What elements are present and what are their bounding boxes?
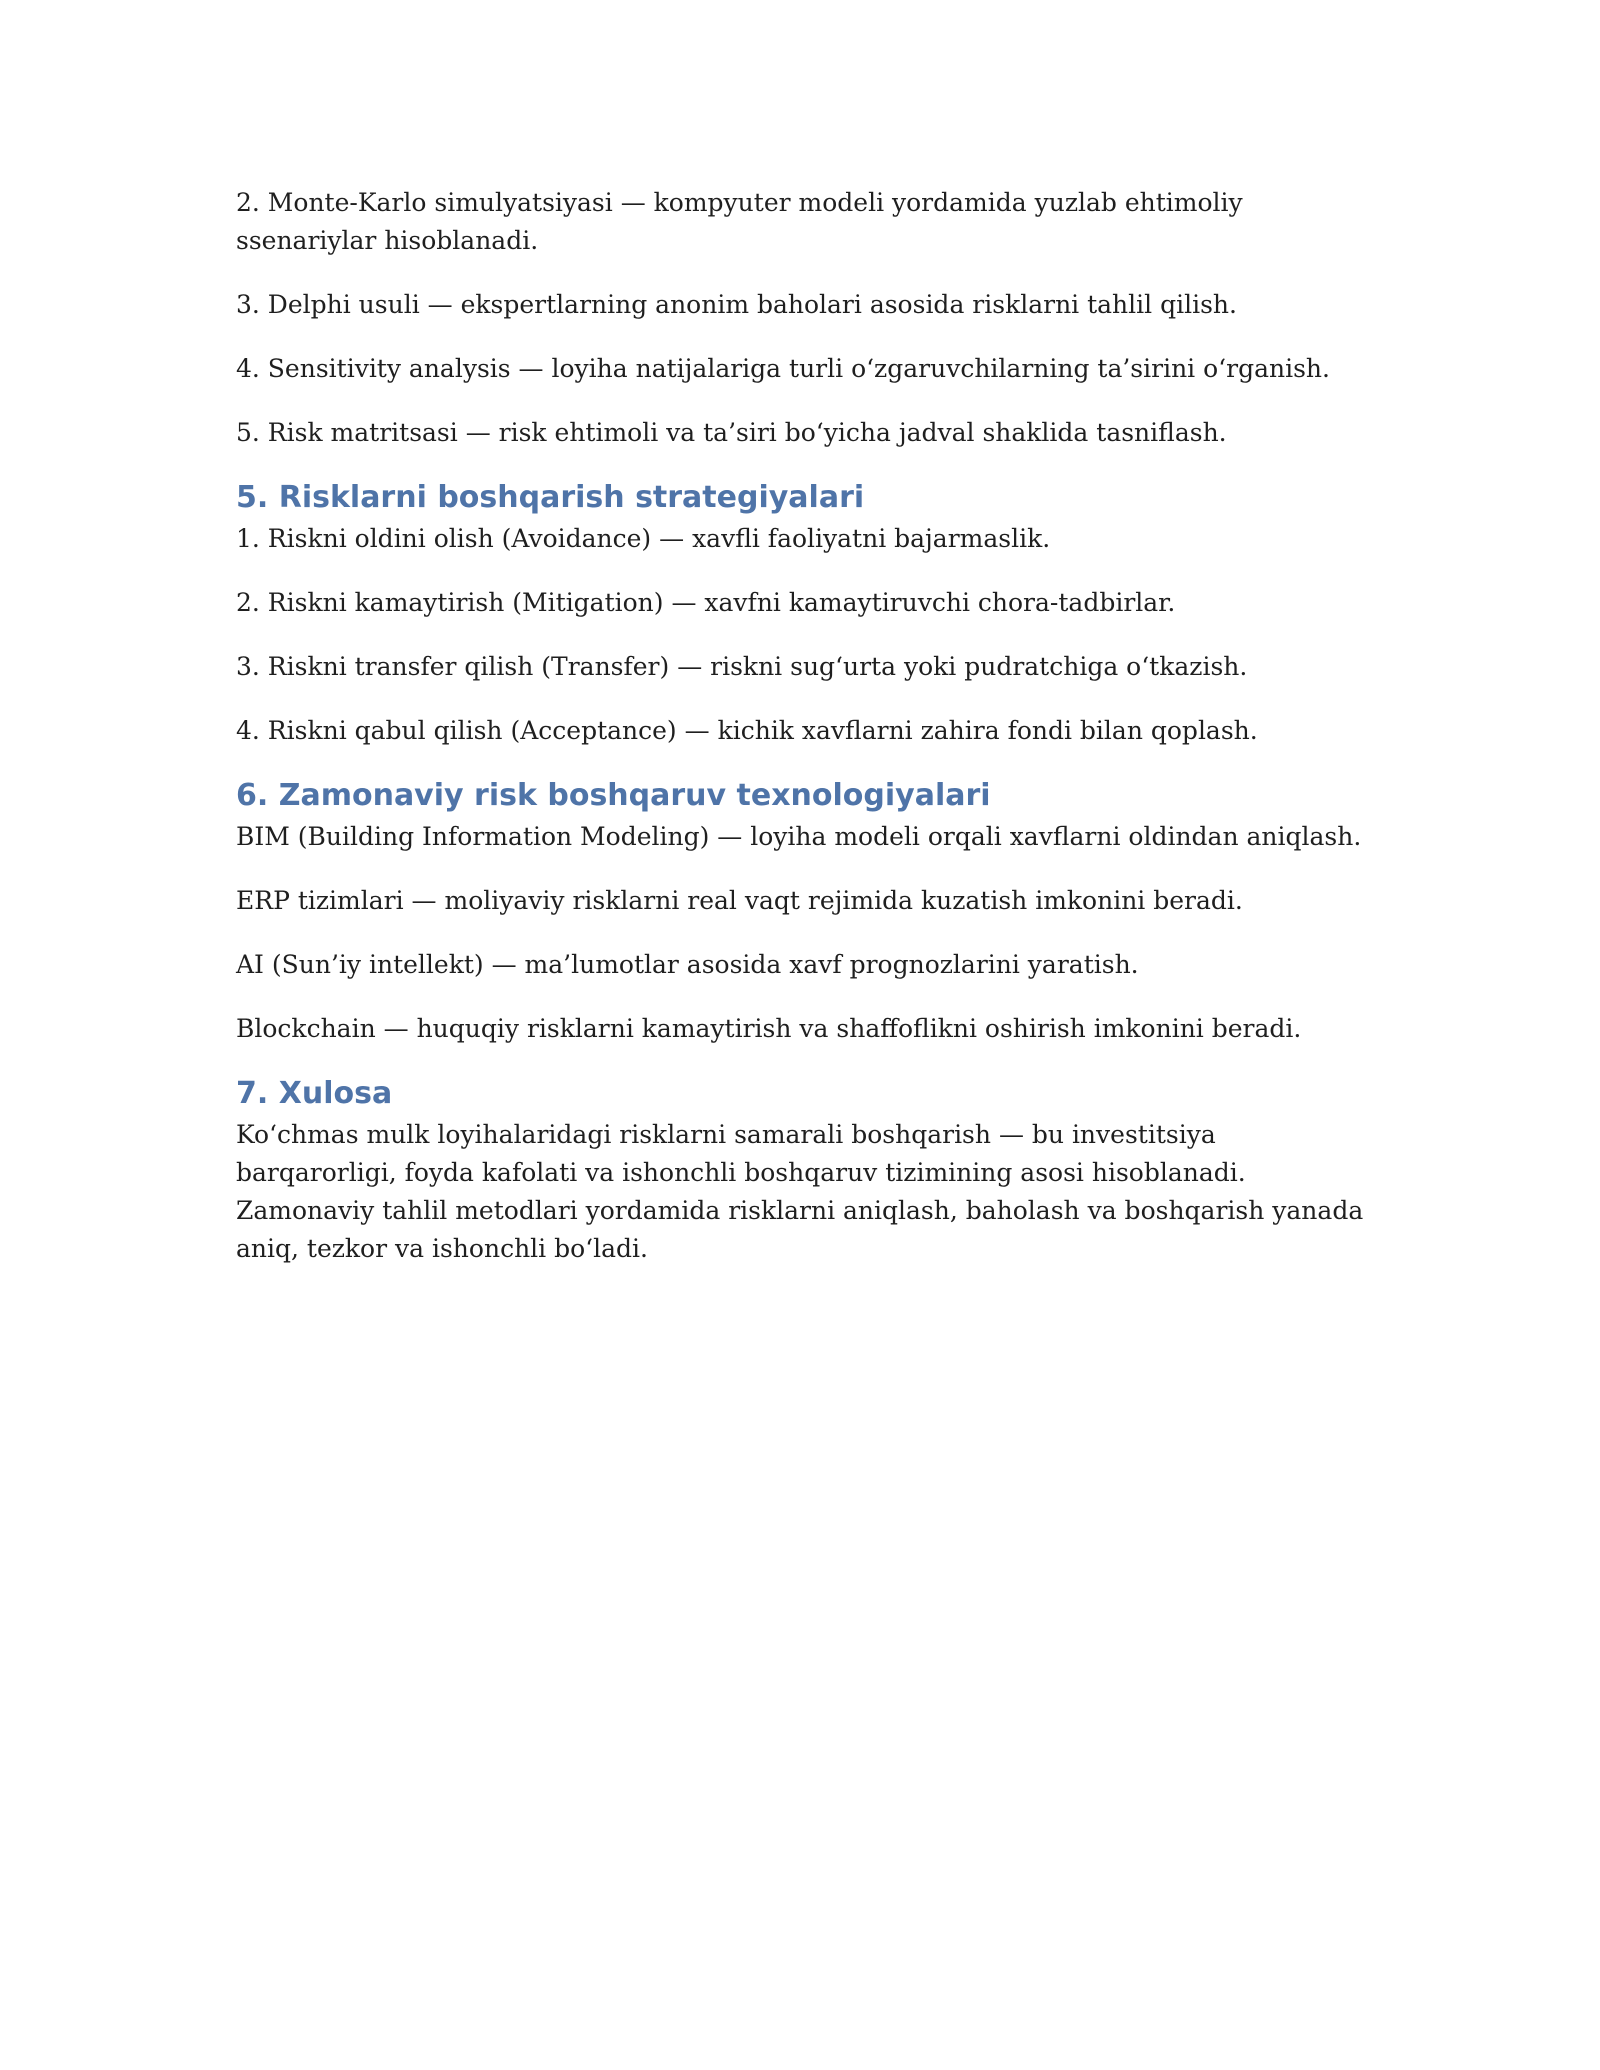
list-item: ERP tizimlari — moliyaviy risklarni real vaqt rejimida kuzatish imkonini beradi. [236, 886, 1243, 915]
list-item: 2. Riskni kamaytirish (Mitigation) — xavfni kamaytiruvchi chora-tadbirlar. [236, 588, 1176, 617]
conclusion-paragraph: Ko‘chmas mulk loyihalaridagi risklarni samarali boshqarish — bu investitsiya barqarorligi, foyda kafolati va ishonchli boshqaruv tizimining asosi hisoblanadi. Zamonaviy tahlil metodlari yordamida risklarni aniqlash, baholash va boshqarish yanada aniq, tezkor va ishonchli bo‘ladi. [236, 1120, 1364, 1263]
list-item: AI (Sun’iy intellekt) — ma’lumotlar asosida xavf prognozlarini yaratish. [236, 950, 1139, 979]
list-item: 3. Delphi usuli — ekspertlarning anonim baholari asosida risklarni tahlil qilish. [236, 290, 1237, 319]
list-item: 4. Riskni qabul qilish (Acceptance) — kichik xavflarni zahira fondi bilan qoplash. [236, 716, 1258, 745]
list-item: Blockchain — huquqiy risklarni kamaytirish va shaffoflikni oshirish imkonini beradi. [236, 1014, 1302, 1043]
list-item: 4. Sensitivity analysis — loyiha natijalariga turli o‘zgaruvchilarning ta’sirini o‘rganish. [236, 354, 1330, 383]
list-item: BIM (Building Information Modeling) — loyiha modeli orqali xavflarni oldindan aniqlash. [236, 822, 1362, 851]
section-conclusion [236, 1074, 1364, 1268]
intro-list [236, 184, 1364, 452]
document-page [236, 184, 1364, 1294]
section-risk-strategies [236, 478, 1364, 750]
section-risk-technologies [236, 776, 1364, 1048]
list-item: 1. Riskni oldini olish (Avoidance) — xavfli faoliyatni bajarmaslik. [236, 524, 1051, 553]
list-item: 2. Monte-Karlo simulyatsiyasi — kompyuter modeli yordamida yuzlab ehtimoliy ssenariylar hisoblanadi. [236, 188, 1243, 255]
section-heading: 7. Xulosa [236, 1076, 393, 1111]
list-item: 5. Risk matritsasi — risk ehtimoli va ta’siri bo‘yicha jadval shaklida tasniflash. [236, 418, 1227, 447]
section-heading: 6. Zamonaviy risk boshqaruv texnologiyalari [236, 778, 991, 813]
section-heading: 5. Risklarni boshqarish strategiyalari [236, 480, 865, 515]
list-item: 3. Riskni transfer qilish (Transfer) — riskni sug‘urta yoki pudratchiga o‘tkazish. [236, 652, 1248, 681]
